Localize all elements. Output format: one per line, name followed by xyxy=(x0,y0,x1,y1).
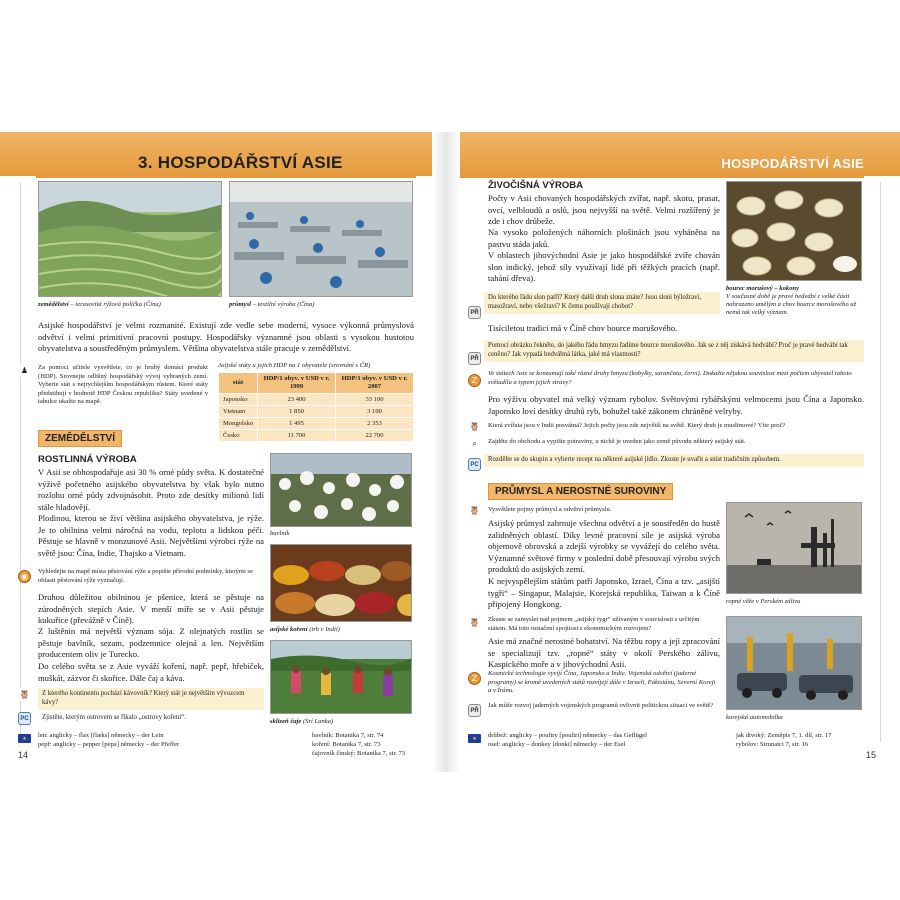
photo-textile-factory xyxy=(229,181,413,297)
photo-tea-harvest xyxy=(270,640,412,714)
paragraph-bourec: Tisíciletou tradici má v Číně chov bource morušového. xyxy=(488,323,678,333)
table-cell: 1 850 xyxy=(258,405,336,417)
references-right xyxy=(736,732,866,750)
references-left xyxy=(312,732,432,759)
table-cell: 33 100 xyxy=(336,393,414,405)
orange-circle-icon: Z xyxy=(468,672,481,685)
photo-rice-terraces xyxy=(38,181,222,297)
paragraph-slon: V oblastech jihovýchodní Asie je jako hospodářské zvíře chován slon indický, jehož síly využívají lidé při těžkých pracích (např. tahání dřeva). xyxy=(488,250,720,284)
hdp-table xyxy=(218,372,414,442)
caption-textile-factory: průmysl – textilní výroba (Čína) xyxy=(229,301,315,308)
pf-box-icon: PŘ xyxy=(468,352,481,365)
orange-circle-icon: Z xyxy=(468,374,481,387)
reference: čajovník čínský: Botanika 7, str. 73 xyxy=(312,749,406,757)
header-rule-left xyxy=(36,176,416,178)
reference: jak divoký: Zeměpis 7, 1. díl, str. 17 xyxy=(736,732,832,739)
table-cell: Mongolsko xyxy=(219,417,258,429)
photo-silkworm-cocoons xyxy=(726,181,862,281)
page-edge-right xyxy=(880,182,881,742)
question-ostrovy: Zjistěte, kterým ostrovem se říkalo „ostrovy koření“. xyxy=(42,714,186,721)
caption-tea-harvest: sklizeň čaje (Srí Lanka) xyxy=(270,718,334,725)
vocabulary-left xyxy=(38,732,308,750)
question-hedvabi: Pomocí obrázku řekněte, do jakého řádu hmyzu řadíme bource morušového. Jak se z něj získává hedvábí? Proč je pravé hedvábí tak ceněno? Jak vypadá hedvábná látka, jaké má vlastnosti? xyxy=(484,340,864,362)
question-slon: Do kterého řádu slon patří? Který další druh slona znáte? Jsou sloni býložraví, masožraví, nebo všežraví? K čemu používají chobot? xyxy=(484,292,720,314)
table-cell: Česko xyxy=(219,429,258,441)
paragraph-zvirata: Počty v Asii chovaných hospodářských zvířat, např. skotu, prasat, ovcí, velbloudů a oslů, jsou nejvyšší na světě. Velmi rozšířený je zde i chov drůbeže. xyxy=(488,193,720,227)
subheading-rostlinna: ROSTLINNÁ VÝROBA xyxy=(38,454,137,465)
intro-paragraph: Asijské hospodářství je velmi rozmanité. Existují zde vedle sebe moderní, vysoce výkonná průmyslová odvětví i velmi primitivní pracovní postupy. Hospodářsky významné jsou oblasti s vysokou hustotou obyvatelstva a soustředěným průmyslem. Většina obyvatelstva stále pracuje v zemědělství. xyxy=(38,320,414,354)
vocab-pepr: pepř: anglicky – pepper [pepə] německy – der Pfeffer xyxy=(38,740,180,748)
paragraph-vyspele-staty: K nejvyspělejším státům patří Japonsko, Izrael, Čína a tzv. „asijští tygři“ – Singapur, Malajsie, Korejská republika, Taiwan a k Číně připojený Hongkong. xyxy=(488,576,720,610)
pf-box-icon: PŘ xyxy=(468,704,481,717)
paragraph-psenice: Druhou důležitou obilninou je pšenice, která se pěstuje na zúrodněných stepích Asie. V menší míře se v Asii pěstuje kukuřice (převážně v Číně). xyxy=(38,592,264,626)
table-row xyxy=(219,405,414,417)
paragraph-ryze: Plodinou, kterou se živí většina asijského obyvatelstva, je rýže. Je to obilnina velmi náročná na vodu, teplotu a lidskou péči. Pěstuje se hlavně v monzunové Asii. Největšími výrobci rýže na světě jsou: Čína, Indie, Thajsko a Vietnam. xyxy=(38,513,264,558)
section-heading-prumysl: PRŮMYSL A NEROSTNÉ SUROVINY xyxy=(488,483,673,500)
pf-box-icon: PŘ xyxy=(468,306,481,319)
page-title-left: 3. HOSPODÁŘSTVÍ ASIE xyxy=(138,153,343,172)
photo-spice-market xyxy=(270,544,412,622)
table-cell: Japonsko xyxy=(219,393,258,405)
caption-silkworm: bourec morušový – kokony V současné době je pravé hedvábí z velké části nahrazeno umělým a chov bource morušového už nemá tak velký význam. xyxy=(726,285,857,316)
task-map-rice: Vyhledejte na mapě místa pěstování rýže a popište přírodní podmínky, kterými se oblasti pěstování rýže vyznačují. xyxy=(38,568,253,584)
people-icon: ♟ xyxy=(18,364,31,377)
header-rule-right xyxy=(460,176,864,178)
computer-icon: PC xyxy=(18,712,31,725)
table-cell: Vietnam xyxy=(219,405,258,417)
owl-icon: 🦉 xyxy=(19,690,30,699)
page-edge-left xyxy=(20,182,21,742)
page-number-right: 15 xyxy=(866,750,877,760)
vocabulary-right xyxy=(488,732,728,750)
section-heading-zemedelstvi: ZEMĚDĚLSTVÍ xyxy=(38,430,122,447)
book-spread xyxy=(0,132,900,772)
note-kosmicke: Kosmické technologie vyvíjí Čína, Japonsko a Indie. Vojenská odvětví (jaderné programy) se kromě uvedených států rozvíjejí dále v Izraeli, Pákistánu, Severní Koreji a v Íránu. xyxy=(488,670,716,695)
hdp-task: Za pomoci učitele vysvětlete, co je hrubý domácí produkt (HDP). Srovnejte odlišný hospodářský vývoj vybraných zemí. Vyberte stát s nejrychlejším hospodářským růstem. Které státy předstihují v hodnotě HDP Českou republiku? Státy uvedené v tabulce ukažte na mapě. xyxy=(38,364,208,406)
paragraph-rybolov: Pro výživu obyvatel má velký význam rybolov. Světovými rybářskými velmocemi jsou Čína a Japonsko. Japonsko loví desítky druhů ryb, bohužel také zákonem chráněné velryby. xyxy=(488,394,864,416)
table-cell: 1 495 xyxy=(258,417,336,429)
photo-oil-rigs xyxy=(726,502,862,594)
table-cell: 11 700 xyxy=(258,429,336,441)
paragraph-koreni: Do celého světa se z Asie vyváží koření, např. pepř, hřebíček, muškát, zázvor či skořice. Dále čaj a káva. xyxy=(38,661,264,683)
table-header-2007: HDP/1 obyv. v USD v r. 2007 xyxy=(336,373,414,394)
pc-box-icon: PC xyxy=(468,458,481,471)
question-pojmy: Vysvětlete pojmy průmysl a odvětví průmyslu. xyxy=(488,506,612,513)
caption-spice-market: asijské koření (trh v Indii) xyxy=(270,626,340,633)
subheading-zivocisna: ŽIVOČIŠNÁ VÝROBA xyxy=(488,180,584,191)
globe-icon: ◉ xyxy=(18,570,31,583)
owl-icon: 🦉 xyxy=(469,618,480,627)
caption-rice-terraces: zemědělství – terasovitá rýžová políčka (Čína) xyxy=(38,301,161,308)
table-cell: 22 700 xyxy=(336,429,414,441)
reference: rybolov: Strunatci 7, str. 16 xyxy=(736,740,809,748)
table-cell: 23 400 xyxy=(258,393,336,405)
page-number-left: 14 xyxy=(18,750,29,760)
paragraph-nerosty: Asie má značné nerostné bohatství. Na těžbu ropy a její zpracování se specializují tzv. „ropné“ státy v okolí Perského zálivu, Kaspického moře a v jihovýchodní Asii. xyxy=(488,636,720,670)
owl-icon: 🦉 xyxy=(469,422,480,431)
table-row xyxy=(219,417,414,429)
eu-flag-icon: ★ xyxy=(18,734,31,743)
photo-car-factory xyxy=(726,616,862,710)
table-header-1999: HDP/1 obyv. v USD v r. 1999 xyxy=(258,373,336,394)
table-row xyxy=(219,393,414,405)
caption-car-factory: korejská automobilka xyxy=(726,714,783,721)
magnifier-icon: ⌕ xyxy=(468,437,481,450)
question-tygri: Zkuste se zamyslet nad pojmem „asijský tygr“ užívaným v souvislosti s určitým státem. Má toto označení spojitost s ekonomickým rozvojem? xyxy=(488,616,700,632)
table-row xyxy=(219,429,414,441)
book-gutter xyxy=(432,132,460,772)
paragraph-orna-puda: V Asii se obhospodařuje asi 30 % orné půdy světa. K dostatečné výživě početného asijského obyvatelstva by však bylo nutno rozlohu orné půdy zdvojnásobit. Proto zde desítky milionů lidí stále hladovějí. xyxy=(38,467,264,512)
question-kava: Z kterého kontinentu pochází kávovník? Který stát je největším vývozcem kávy? xyxy=(38,688,264,710)
eu-flag-icon: ★ xyxy=(468,734,481,743)
page-title-right: HOSPODÁŘSTVÍ ASIE xyxy=(721,156,864,171)
task-recept: Rozdělte se do skupin a vyberte recept na některé asijské jídlo. Zkuste je uvařit a sníst tradičním způsobem. xyxy=(484,454,864,467)
table-caption: Asijské státy a jejich HDP na 1 obyvatele (srovnání s ČR) xyxy=(218,362,371,369)
reference: koření: Botanika 7, str. 73 xyxy=(312,740,381,748)
note-hmyz: Ve státech Asie se konzumují také různé druhy hmyzu (kobylky, sarančata, červi). Dokažte nějakou souvislost mezi počtem obyvatel tohoto světadílu a typem jejich stravy? xyxy=(488,370,852,386)
table-cell: 3 100 xyxy=(336,405,414,417)
owl-icon: 🦉 xyxy=(469,506,480,515)
vocab-osel: osel: anglicky – donkey [donki] německy – der Esel xyxy=(488,740,626,748)
photo-cotton xyxy=(270,453,412,527)
table-header-state: stát xyxy=(219,373,258,394)
table-cell: 2 353 xyxy=(336,417,414,429)
question-obchod: Zajděte do obchodu a vypište potraviny, u nichž je uveden jako země původu některý asijský stát. xyxy=(488,438,746,445)
reference: bavlník: Botanika 7, str. 74 xyxy=(312,732,384,739)
paragraph-jaci: Na vysoko položených náhorních plošinách jsou vyháněna na pastvu stáda jaků. xyxy=(488,227,720,249)
question-indie: Která zvířata jsou v Indii posvátná? Jejich počty jsou zde největší na světě. Který druh je muslimové? Víte proč? xyxy=(488,422,786,429)
paragraph-prumysl: Asijský průmysl zahrnuje všechna odvětví a je soustředěn do hustě zalidněných oblastí. Díky levné pracovní síle je asijská výroba objemově obrovská a zdejší výrobky se vyvážejí do celého světa. Významné světové firmy v poslední době přesouvají výrobu svých produktů do asijských zemí. xyxy=(488,518,720,575)
question-jaderne: Jak může rozvoj jaderných vojenských programů ovlivnit politickou situaci ve světě? xyxy=(488,702,714,709)
caption-cotton: bavlník xyxy=(270,530,290,537)
vocab-drubez: drůbež: anglicky – poultry [poultri] německy – das Geflügel xyxy=(488,732,647,739)
paragraph-lusteniny: Z luštěnin má největší význam sója. Z olejnatých rostlin se pěstuje bavlník, sezam, podzemnice olejná a len. Největším producentem oliv je Turecko. xyxy=(38,626,264,660)
vocab-len: len: anglicky – flax [flæks] německy – der Lein xyxy=(38,732,164,739)
caption-oil-rigs: ropné věže v Perském zálivu xyxy=(726,598,801,605)
